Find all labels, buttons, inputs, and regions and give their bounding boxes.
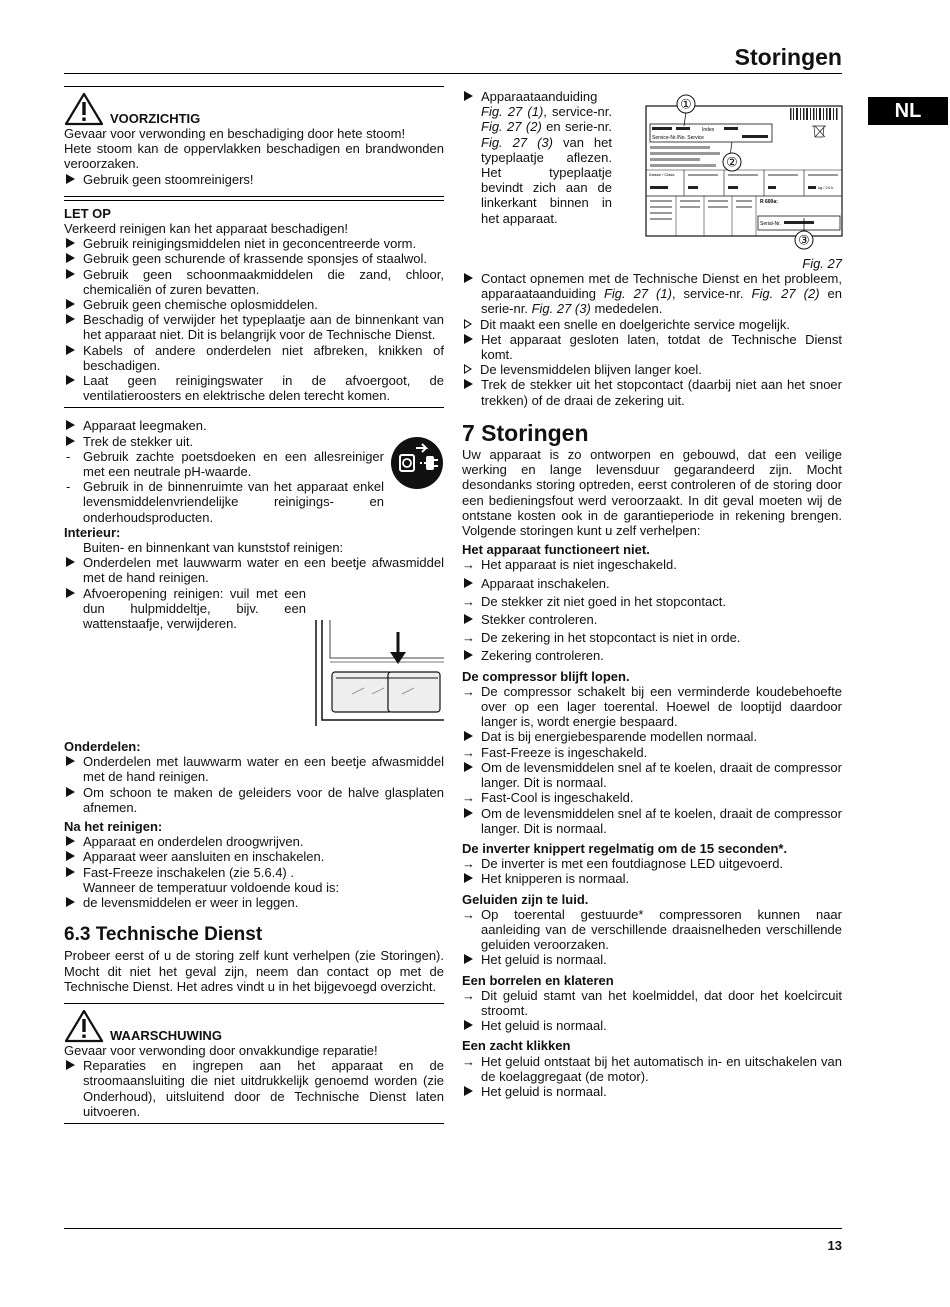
bullet-arrow-icon [66,588,75,598]
bullet-arrow-icon [464,1086,473,1096]
after-bullet: Apparaat en onderdelen droogwrijven. [64,834,444,849]
cause-arrow-icon: → [462,557,475,573]
caution-top-rule [64,86,444,87]
after-bullet: de levensmiddelen er weer in leggen. [64,895,444,910]
typeplate-instruction: Apparaataanduiding Fig. 27 (1), service-nr. Fig. 27 (2) en serie-nr. Fig. 27 (3) van het typeplaatje aflezen. Het typeplaatje bevindt zich aan de linkerkant binnen in het apparaat. [481,89,613,226]
fault-title: De inverter knippert regelmatig om de 15 seconden*. [462,840,788,856]
interior-bullet: Onderdelen met lauwwarm water en een beetje afwasmiddel met de hand reinigen. [64,555,444,585]
unplug-icon [390,436,444,490]
bullet-arrow-icon [464,578,473,588]
left-column [64,86,444,631]
caution-line-2: Hete stoom kan de oppervlakken beschadigen en brandwonden veroorzaken. [64,141,444,172]
after-bullet: Fast-Freeze inschakelen (zie 5.6.4) . [64,865,444,880]
bullet-arrow-icon [66,557,75,567]
bullet-arrow-icon [464,873,473,883]
fault-title: Geluiden zijn te luid. [462,891,589,907]
fault-remedy: Dat is bij energiebesparende modellen normaal. [462,729,842,744]
section-6-3-title: 6.3 Technische Dienst [64,924,263,946]
result-item: Dit maakt een snelle en doelgerichte service mogelijk. [462,317,842,332]
running-header: Storingen [734,44,842,70]
fault-title: Een zacht klikken [462,1038,571,1054]
fault-remedy: Zekering controleren. [462,648,842,663]
bullet-arrow-icon [66,867,75,877]
callout-1: ① [680,97,692,113]
notice-bullet: Gebruik geen schurende of krassende sponsjes of staalwol. [64,251,444,266]
bullet-arrow-icon [464,91,473,101]
bullet-arrow-icon [66,756,75,766]
cause-arrow-icon: → [462,790,475,806]
warning-heading [64,1009,444,1043]
callout-2: ② [726,155,738,171]
notice-bullet: Beschadig of verwijder het typeplaatje aan de binnenkant van het apparaat niet. Dit is belangrijk voor de Technische Dienst. [64,312,444,342]
fault-remedy: Het geluid is normaal. [462,1018,842,1033]
serial-label: Serial-Nr. [760,221,781,227]
cause-arrow-icon: → [462,906,475,922]
caution-line-1: Gevaar voor verwonding en beschadiging door hete stoom! [64,126,406,141]
warning-bullet: Reparaties en ingrepen aan het apparaat en de stroomaansluiting die niet uitdrukkelijk genoemd worden (zie Onderhoud), uitsluitend door de Technische Dienst laten uitvoeren. [64,1058,444,1119]
warning-triangle-icon [64,1009,104,1043]
page-number: 13 [827,1238,842,1253]
fault-title: Een borrelen en klateren [462,972,614,988]
fault-cause: → Het apparaat is niet ingeschakeld. [462,557,677,573]
fault-cause: → De zekering in het stopcontact is niet in orde. [462,630,741,646]
fault-remedy: Om de levensmiddelen snel af te koelen, draait de compressor langer. Dit is normaal. [462,806,842,836]
footer-rule [64,1228,842,1229]
index-label: Index [702,127,715,133]
cleaning-steps [64,418,384,524]
section-7-intro: Uw apparaat is zo ontworpen en gebouwd, dat een veilige werking en lange levensduur gegarandeerd zijn. Mocht desondanks storing optreden, eerst controleren of de storing door een bedieningsfout werd veroorzaakt. In dit geval moeten wij de ontstane kosten ook in de garantieperiode in rekening brengen. Volgende storingen kunt u zelf verhelpen: [462,447,842,539]
bullet-arrow-icon [66,436,75,446]
notice-bullet: Laat geen reinigingswater in de afvoergoot, de ventilatieroosters en elektrische delen terecht komen. [64,373,444,403]
bullet-arrow-icon [464,650,473,660]
header-rule [64,73,842,74]
bullet-arrow-icon [464,379,473,389]
fault-cause: → De inverter is met een foutdiagnose LED uitgevoerd. [462,856,784,872]
kg24-label: kg / 24 h [818,185,834,190]
caution-bullet: Gebruik geen stoomreinigers! [64,172,444,187]
result-arrow-icon [464,364,472,374]
fault-title: Het apparaat functioneert niet. [462,542,650,558]
notice-bullet: Gebruik geen schoonmaakmiddelen die zand, chloor, chemicaliën of zuren bevatten. [64,267,444,297]
caution-heading [64,92,444,126]
bullet-arrow-icon [66,1060,75,1070]
bullet-arrow-icon [464,273,473,283]
warning-label: WAARSCHUWING [110,1027,222,1043]
cause-arrow-icon: → [462,593,475,609]
fault-remedy: Het knipperen is normaal. [462,871,842,886]
bullet-arrow-icon [66,314,75,324]
left-column-lower [64,739,444,1124]
bullet-arrow-icon [66,375,75,385]
bullet-arrow-icon [464,731,473,741]
bullet-arrow-icon [464,1020,473,1030]
bullet-arrow-icon [464,762,473,772]
bullet-arrow-icon [66,253,75,263]
after-line: Wanneer de temperatuur voldoende koud is: [83,879,340,895]
cause-arrow-icon: → [462,856,475,872]
warning-line: Gevaar voor verwonding door onvakkundige reparatie! [64,1043,378,1059]
bullet-arrow-icon [66,897,75,907]
cause-arrow-icon: → [462,630,475,646]
fault-cause: → De compressor schakelt bij een verminderde koudebehoefte over op een lager toerental. Hoewel de looptijd daardoor langer is, wordt energie bespaard. [462,683,842,730]
fault-remedy: Het geluid is normaal. [462,952,842,967]
warning-top-rule [64,1003,444,1004]
bullet-arrow-icon [464,954,473,964]
fault-cause: → Fast-Freeze is ingeschakeld. [462,744,648,760]
typeplate-text [462,89,612,226]
after-label: Na het reinigen: [64,819,163,835]
bullet-arrow-icon [66,787,75,797]
cause-arrow-icon: → [462,744,475,760]
fault-remedy: Het geluid is normaal. [462,1084,842,1099]
instruction-item: Trek de stekker uit het stopcontact (daarbij niet aan het snoer trekken) of de draai de zekering uit. [462,377,842,407]
caution-bottom-rule [64,196,444,197]
right-column [462,271,842,1099]
fault-remedy: Stekker controleren. [462,612,842,627]
service-label: Service-Nr./No. Service [652,135,704,141]
bullet-arrow-icon [66,238,75,248]
notice-label: LET OP [64,205,111,221]
faults-list [462,542,842,1099]
fault-cause: → Dit geluid stamt van het koelmiddel, dat door het koelcircuit stroomt. [462,987,842,1018]
callout-3: ③ [798,233,810,249]
dash-item: - Gebruik in de binnenruimte van het apparaat enkel levensmiddelenvriendelijke reinigings- en onderhoudsproducten. [66,479,384,525]
notice-bullet: Kabels of andere onderdelen niet afbreken, knikken of beschadigen. [64,343,444,373]
cause-arrow-icon: → [462,683,475,699]
notice-bullet: Gebruik geen chemische oplosmiddelen. [64,297,444,312]
fault-cause: → Het geluid ontstaat bij het automatisch in- en uitschakelen van de koelaggregaat (de motor). [462,1053,842,1084]
step-bullet: Apparaat leegmaken. [64,418,384,433]
language-tab: NL [868,97,948,125]
section-6-3-body: Probeer eerst of u de storing zelf kunt verhelpen (zie Storingen). Mocht dit niet het geval zijn, neem dan contact op met de Technische Dienst. Het adres vindt u in het bijgevoegd overzicht. [64,948,444,994]
bullet-arrow-icon [66,345,75,355]
result-arrow-icon [464,319,472,329]
drain-cleaning-illustration [312,618,444,730]
step-bullet: Trek de stekker uit. [64,434,384,449]
result-item: De levensmiddelen blijven langer koel. [462,362,842,377]
interior-line: Buiten- en binnenkant van kunststof reinigen: [83,540,344,556]
dash-item: - Gebruik zachte poetsdoeken en een allesreiniger met een neutrale pH-waarde. [66,448,384,480]
bullet-arrow-icon [66,269,75,279]
r600a-label: R 600a: [760,199,778,205]
bullet-arrow-icon [464,614,473,624]
bullet-arrow-icon [66,420,75,430]
bullet-arrow-icon [464,808,473,818]
warning-triangle-icon [64,92,104,126]
contact-instruction: Contact opnemen met de Technische Dienst en het probleem, apparaataanduiding Fig. 27 (1), service-nr. Fig. 27 (2) en serie-nr. Fig. 27 (3) mededelen. [481,271,842,317]
notice-top-rule [64,200,444,201]
bullet-arrow-icon [66,299,75,309]
warning-bottom-rule [64,1123,444,1124]
instruction-item: Het apparaat gesloten laten, totdat de Technische Dienst komt. [462,332,842,362]
typeplate-figure [644,92,844,252]
interior-bullet: Afvoeropening reinigen: vuil met een dun hulpmiddeltje, bijv. een wattenstaafje, verwijderen. [64,586,306,632]
bullet-arrow-icon [464,334,473,344]
fault-cause: → Op toerental gestuurde* compressoren kunnen naar aanleiding van de verschillende draaisnelheden verschillende geluiden veroorzaken. [462,906,842,953]
fault-cause: → Fast-Cool is ingeschakeld. [462,790,634,806]
bullet-arrow-icon [66,851,75,861]
cause-arrow-icon: → [462,987,475,1003]
notice-bottom-rule [64,407,444,408]
figure-caption: Fig. 27 [802,256,842,271]
section-7-title: 7 Storingen [462,419,589,446]
fault-remedy: Apparaat inschakelen. [462,576,842,591]
bullet-arrow-icon [66,174,75,184]
parts-bullet: Om schoon te maken de geleiders voor de halve glasplaten afnemen. [64,785,444,815]
bullet-arrow-icon [66,836,75,846]
cause-arrow-icon: → [462,1053,475,1069]
fault-remedy: Om de levensmiddelen snel af te koelen, draait de compressor langer. Dit is normaal. [462,760,842,790]
interior-label: Interieur: [64,524,121,540]
after-bullet: Apparaat weer aansluiten en inschakelen. [64,849,444,864]
parts-bullet: Onderdelen met lauwwarm water en een beetje afwasmiddel met de hand reinigen. [64,754,444,784]
parts-label: Onderdelen: [64,739,141,754]
klasse-label: Klasse / Class [649,172,675,177]
notice-bullet: Gebruik reinigingsmiddelen niet in geconcentreerde vorm. [64,236,444,251]
fault-cause: → De stekker zit niet goed in het stopcontact. [462,593,726,609]
notice-intro: Verkeerd reinigen kan het apparaat beschadigen! [64,221,349,237]
caution-label: VOORZICHTIG [110,110,201,126]
fault-title: De compressor blijft lopen. [462,668,630,684]
